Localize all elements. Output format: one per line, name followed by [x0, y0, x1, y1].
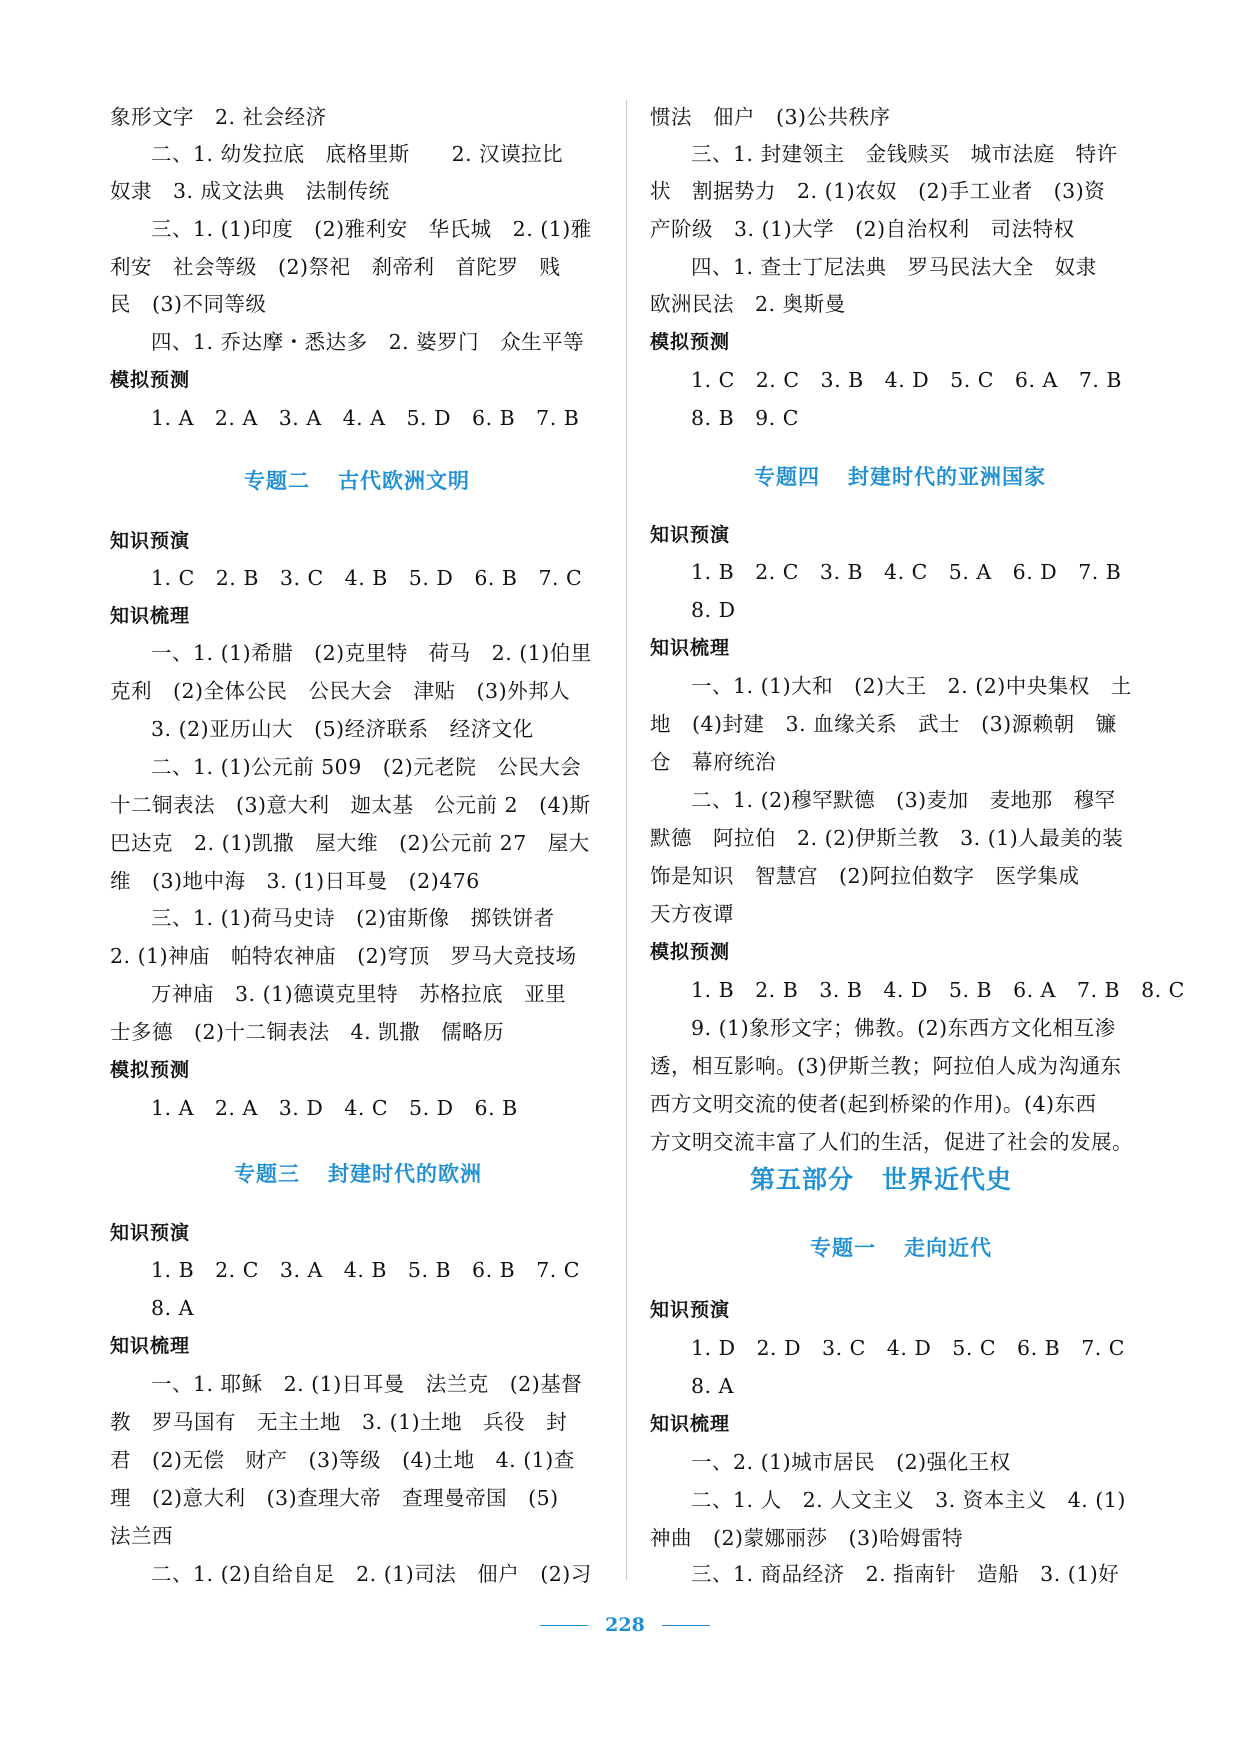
text-line: 士多德 (2)十二铜表法 4. 凯撒 儒略历: [110, 1020, 505, 1044]
part-number: 第五部分: [750, 1165, 855, 1194]
answer-line: 1. B 2. B 3. B 4. D 5. B 6. A 7. B 8. C: [691, 978, 1185, 1002]
text-line: 神曲 (2)蒙娜丽莎 (3)哈姆雷特: [650, 1526, 964, 1550]
topic-number: 专题四: [754, 465, 820, 489]
text-line: 维 (3)地中海 3. (1)日耳曼 (2)476: [110, 869, 480, 893]
text-line: 产阶级 3. (1)大学 (2)自治权利 司法特权: [650, 217, 1075, 241]
answer-line: 1. C 2. C 3. B 4. D 5. C 6. A 7. B: [691, 368, 1122, 392]
text-line: 3. (2)亚历山大 (5)经济联系 经济文化: [151, 717, 534, 741]
text-line: 二、1. (2)自给自足 2. (1)司法 佃户 (2)习: [151, 1562, 592, 1586]
text-line: 三、1. 商品经济 2. 指南针 造船 3. (1)好: [691, 1562, 1120, 1586]
text-line: 9. (1)象形文字；佛教。(2)东西方文化相互渗: [691, 1016, 1116, 1040]
topic-title: 封建时代的欧洲: [328, 1162, 482, 1186]
text-line: 教 罗马国有 无主土地 3. (1)土地 兵役 封: [110, 1410, 568, 1434]
page-footer: [0, 1610, 1250, 1640]
text-line: 四、1. 查士丁尼法典 罗马民法大全 奴隶: [691, 255, 1097, 279]
topic-heading: [234, 1160, 482, 1188]
text-line: 天方夜谭: [650, 902, 734, 926]
footer-rule-right: [662, 1625, 710, 1626]
text-line: 奴隶 3. 成文法典 法制传统: [110, 179, 390, 203]
text-line: 一、2. (1)城市居民 (2)强化王权: [691, 1450, 1011, 1474]
section-label: 知识预演: [650, 1299, 731, 1321]
page-number: 228: [605, 1614, 645, 1636]
topic-title: 封建时代的亚洲国家: [848, 465, 1046, 489]
text-line: 利安 社会等级 (2)祭祀 刹帝利 首陀罗 贱: [110, 255, 561, 279]
text-line: 象形文字 2. 社会经济: [110, 105, 327, 129]
text-line: 西方文明交流的使者(起到桥梁的作用)。(4)东西: [650, 1092, 1097, 1116]
text-line: 法兰西: [110, 1524, 173, 1548]
answer-line: 1. B 2. C 3. A 4. B 5. B 6. B 7. C: [151, 1258, 580, 1282]
text-line: 惯法 佃户 (3)公共秩序: [650, 105, 891, 129]
topic-heading: [810, 1234, 992, 1262]
text-line: 地 (4)封建 3. 血缘关系 武士 (3)源赖朝 镰: [650, 712, 1117, 736]
section-label: 知识梳理: [110, 605, 191, 627]
text-line: 克利 (2)全体公民 公民大会 津贴 (3)外邦人: [110, 679, 571, 703]
answer-line: 8. A: [151, 1296, 194, 1320]
answer-line: 8. D: [691, 598, 736, 622]
text-line: 三、1. 封建领主 金钱赎买 城市法庭 特许: [691, 142, 1118, 166]
section-label: 模拟预测: [650, 331, 731, 353]
text-line: 民 (3)不同等级: [110, 292, 267, 316]
column-divider: [626, 100, 627, 1580]
topic-heading: [244, 467, 470, 495]
answer-line: 1. A 2. A 3. A 4. A 5. D 6. B 7. B: [151, 406, 580, 430]
text-line: 三、1. (1)印度 (2)雅利安 华氏城 2. (1)雅: [151, 217, 592, 241]
text-line: 欧洲民法 2. 奥斯曼: [650, 292, 846, 316]
text-line: 二、1. 幼发拉底 底格里斯 2. 汉谟拉比: [151, 142, 564, 166]
answer-line: 1. B 2. C 3. B 4. C 5. A 6. D 7. B: [691, 560, 1122, 584]
answer-line: 1. C 2. B 3. C 4. B 5. D 6. B 7. C: [151, 566, 583, 590]
text-line: 二、1. 人 2. 人文主义 3. 资本主义 4. (1): [691, 1488, 1126, 1512]
text-line: 状 割据势力 2. (1)农奴 (2)手工业者 (3)资: [650, 179, 1106, 203]
section-label: 模拟预测: [110, 369, 191, 391]
topic-title: 走向近代: [904, 1236, 992, 1260]
section-label: 知识预演: [650, 524, 731, 546]
part-heading: [750, 1164, 1012, 1196]
text-line: 四、1. 乔达摩・悉达多 2. 婆罗门 众生平等: [151, 330, 585, 354]
text-line: 仓 幕府统治: [650, 750, 776, 774]
text-line: 默德 阿拉伯 2. (2)伊斯兰教 3. (1)人最美的装: [650, 826, 1124, 850]
footer-rule-left: [540, 1625, 588, 1626]
topic-number: 专题三: [234, 1162, 300, 1186]
section-label: 知识梳理: [650, 1413, 731, 1435]
text-line: 君 (2)无偿 财产 (3)等级 (4)土地 4. (1)查: [110, 1448, 575, 1472]
text-line: 理 (2)意大利 (3)查理大帝 查理曼帝国 (5): [110, 1486, 559, 1510]
section-label: 知识预演: [110, 1222, 191, 1244]
text-line: 巴达克 2. (1)凯撒 屋大维 (2)公元前 27 屋大: [110, 831, 590, 855]
text-line: 2. (1)神庙 帕特农神庙 (2)穹顶 罗马大竞技场: [110, 944, 577, 968]
text-line: 一、1. (1)大和 (2)大王 2. (2)中央集权 土: [691, 674, 1132, 698]
section-label: 模拟预测: [110, 1059, 191, 1081]
text-line: 一、1. 耶稣 2. (1)日耳曼 法兰克 (2)基督: [151, 1372, 583, 1396]
text-line: 二、1. (2)穆罕默德 (3)麦加 麦地那 穆罕: [691, 788, 1116, 812]
topic-number: 专题二: [244, 469, 310, 493]
section-label: 知识预演: [110, 530, 191, 552]
answer-line: 8. A: [691, 1374, 734, 1398]
topic-title: 古代欧洲文明: [338, 469, 470, 493]
text-line: 万神庙 3. (1)德谟克里特 苏格拉底 亚里: [151, 982, 567, 1006]
answer-line: 1. D 2. D 3. C 4. D 5. C 6. B 7. C: [691, 1336, 1125, 1360]
topic-number: 专题一: [810, 1236, 876, 1260]
section-label: 模拟预测: [650, 941, 731, 963]
answer-line: 8. B 9. C: [691, 406, 799, 430]
text-line: 二、1. (1)公元前 509 (2)元老院 公民大会: [151, 755, 582, 779]
text-line: 三、1. (1)荷马史诗 (2)宙斯像 掷铁饼者: [151, 906, 555, 930]
answer-line: 1. A 2. A 3. D 4. C 5. D 6. B: [151, 1096, 518, 1120]
text-line: 十二铜表法 (3)意大利 迦太基 公元前 2 (4)斯: [110, 793, 591, 817]
text-line: 一、1. (1)希腊 (2)克里特 荷马 2. (1)伯里: [151, 641, 592, 665]
text-line: 饰是知识 智慧宫 (2)阿拉伯数字 医学集成: [650, 864, 1080, 888]
topic-heading: [754, 463, 1046, 491]
part-title: 世界近代史: [882, 1165, 1013, 1194]
section-label: 知识梳理: [110, 1335, 191, 1357]
section-label: 知识梳理: [650, 637, 731, 659]
text-line: 透，相互影响。(3)伊斯兰教；阿拉伯人成为沟通东: [650, 1054, 1122, 1078]
text-line: 方文明交流丰富了人们的生活，促进了社会的发展。: [650, 1130, 1133, 1154]
